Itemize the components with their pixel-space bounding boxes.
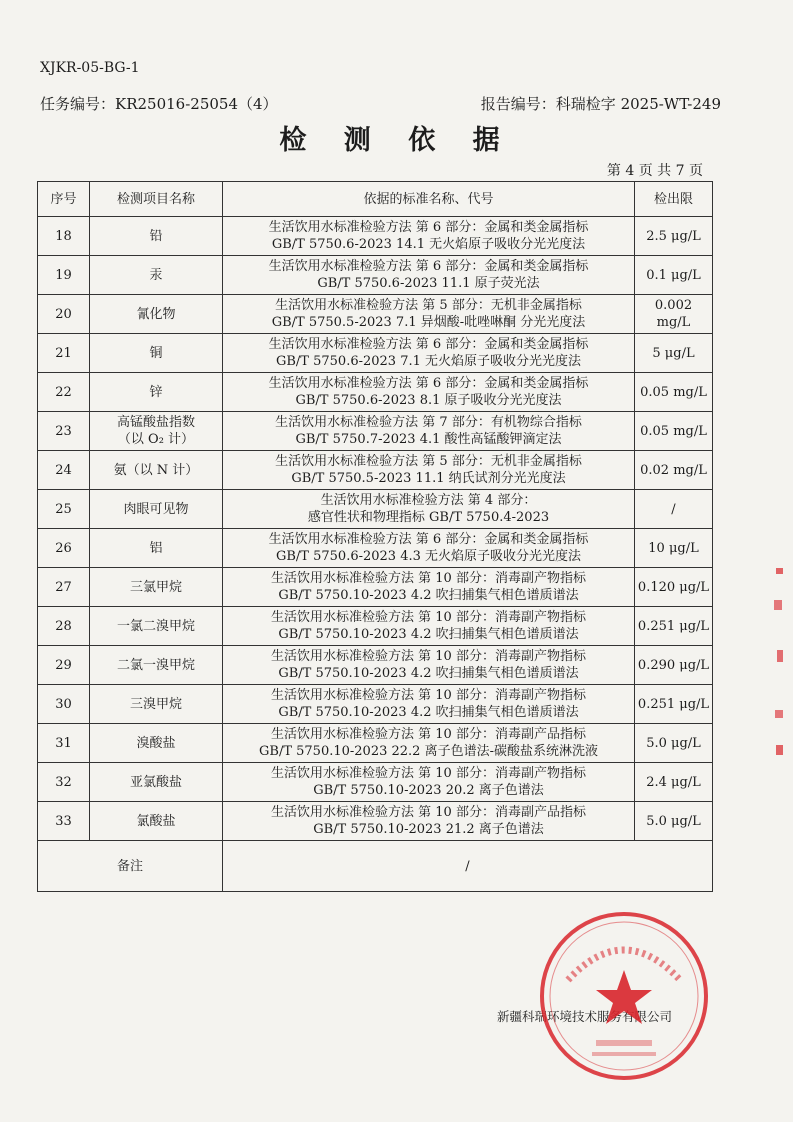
- item-cell: [90, 490, 223, 529]
- item-cell: [90, 412, 223, 451]
- row-number: 33: [38, 802, 90, 841]
- table-row: [38, 451, 713, 490]
- standard-title: 生活饮用水标准检验方法 第 6 部分：金属和类金属指标: [268, 532, 589, 547]
- table-row: [38, 373, 713, 412]
- standard-title: 生活饮用水标准检验方法 第 6 部分：金属和类金属指标: [268, 259, 589, 274]
- row-number: 23: [38, 412, 90, 451]
- table-row: [38, 334, 713, 373]
- standard-code: GB/T 5750.6-2023 11.1 原子荧光法: [317, 276, 540, 291]
- item-cell: [90, 373, 223, 412]
- item-cell: [90, 451, 223, 490]
- testing-basis-table: [37, 181, 713, 892]
- task-number: 任务编号：KR25016-25054（4）: [40, 95, 278, 113]
- item-name: 三溴甲烷: [129, 696, 182, 712]
- row-number: 18: [38, 217, 90, 256]
- standard-code: GB/T 5750.10-2023 21.2 离子色谱法: [313, 822, 544, 837]
- row-number: 31: [38, 724, 90, 763]
- item-name: 铝: [149, 540, 163, 556]
- document-code: XJKR-05-BG-1: [40, 60, 140, 76]
- standard-code: GB/T 5750.10-2023 4.2 吹扫捕集气相色谱质谱法: [278, 666, 579, 681]
- row-number: 30: [38, 685, 90, 724]
- standard-cell: [223, 412, 635, 451]
- item-cell: [90, 529, 223, 568]
- item-name: 氨（以 N 计）: [113, 462, 199, 478]
- standard-code: GB/T 5750.10-2023 22.2 离子色谱法-碳酸盐系统淋洗液: [259, 744, 598, 759]
- standard-code: GB/T 5750.10-2023 4.2 吹扫捕集气相色谱质谱法: [278, 705, 579, 720]
- detection-limit: 0.002 mg/L: [635, 295, 713, 334]
- row-number: 22: [38, 373, 90, 412]
- standard-cell: [223, 685, 635, 724]
- item-name: 肉眼可见物: [123, 501, 189, 517]
- table-header-row: [38, 182, 713, 217]
- standard-title: 生活饮用水标准检验方法 第 10 部分：消毒副产物指标: [271, 571, 586, 586]
- item-name: 汞: [149, 267, 163, 283]
- detection-limit: 0.251 μg/L: [635, 607, 713, 646]
- detection-limit: 0.120 μg/L: [635, 568, 713, 607]
- standard-cell: [223, 607, 635, 646]
- item-name: 锌: [149, 384, 163, 400]
- table-row: [38, 295, 713, 334]
- table-row: [38, 724, 713, 763]
- standard-code: GB/T 5750.10-2023 4.2 吹扫捕集气相色谱质谱法: [278, 627, 579, 642]
- item-name: 高锰酸盐指数: [116, 415, 195, 430]
- remark-label: 备注: [38, 841, 223, 892]
- item-cell: [90, 295, 223, 334]
- standard-title: 生活饮用水标准检验方法 第 10 部分：消毒副产物指标: [271, 766, 586, 781]
- table-row: [38, 412, 713, 451]
- table-row: [38, 217, 713, 256]
- item-cell: [90, 256, 223, 295]
- row-number: 27: [38, 568, 90, 607]
- standard-cell: [223, 802, 635, 841]
- standard-title: 生活饮用水标准检验方法 第 6 部分：金属和类金属指标: [268, 337, 589, 352]
- col-header-item: 检测项目名称: [90, 182, 223, 217]
- item-name: 一氯二溴甲烷: [116, 618, 195, 634]
- row-number: 19: [38, 256, 90, 295]
- item-name: 氯酸盐: [136, 813, 176, 829]
- row-number: 28: [38, 607, 90, 646]
- detection-limit: 5.0 μg/L: [635, 802, 713, 841]
- standard-cell: [223, 763, 635, 802]
- table-row: [38, 763, 713, 802]
- detection-limit: 5.0 μg/L: [635, 724, 713, 763]
- item-name: 三氯甲烷: [129, 579, 182, 595]
- item-name: 二氯一溴甲烷: [116, 657, 195, 673]
- standard-title: 生活饮用水标准检验方法 第 10 部分：消毒副产物指标: [271, 649, 586, 664]
- standard-cell: [223, 568, 635, 607]
- standard-cell: [223, 334, 635, 373]
- item-name: 亚氯酸盐: [129, 774, 182, 790]
- table-row: [38, 529, 713, 568]
- detection-limit: 0.05 mg/L: [635, 412, 713, 451]
- item-name: 溴酸盐: [136, 735, 176, 751]
- row-number: 20: [38, 295, 90, 334]
- item-name: 铅: [149, 228, 163, 244]
- col-header-standard: 依据的标准名称、代号: [223, 182, 635, 217]
- detection-limit: 2.4 μg/L: [635, 763, 713, 802]
- item-cell: [90, 334, 223, 373]
- company-seal: [538, 910, 710, 1082]
- standard-title: 生活饮用水标准检验方法 第 6 部分：金属和类金属指标: [268, 220, 589, 235]
- standard-code: GB/T 5750.6-2023 14.1 无火焰原子吸收分光光度法: [271, 237, 586, 252]
- standard-title: 生活饮用水标准检验方法 第 5 部分：无机非金属指标: [275, 454, 582, 469]
- page-title: 检 测 依 据: [279, 125, 514, 156]
- standard-code: GB/T 5750.10-2023 20.2 离子色谱法: [313, 783, 544, 798]
- standard-cell: [223, 373, 635, 412]
- standard-title: 生活饮用水标准检验方法 第 10 部分：消毒副产物指标: [271, 688, 586, 703]
- row-number: 24: [38, 451, 90, 490]
- item-name: 铜: [149, 345, 163, 361]
- standard-title: 生活饮用水标准检验方法 第 10 部分：消毒副产品指标: [271, 805, 586, 820]
- detection-limit: 0.251 μg/L: [635, 685, 713, 724]
- standard-cell: [223, 295, 635, 334]
- item-cell: [90, 685, 223, 724]
- table-row: [38, 685, 713, 724]
- page-indicator: 第 4 页 共 7 页: [606, 163, 703, 179]
- standard-code: GB/T 5750.6-2023 8.1 原子吸收分光光度法: [295, 393, 562, 408]
- standard-cell: [223, 256, 635, 295]
- detection-limit: 5 μg/L: [635, 334, 713, 373]
- standard-cell: [223, 529, 635, 568]
- standard-cell: [223, 646, 635, 685]
- edge-stamp-marks: [760, 560, 790, 760]
- standard-cell: [223, 217, 635, 256]
- item-name-note: （以 O₂ 计）: [117, 432, 195, 447]
- standard-code: GB/T 5750.5-2023 11.1 纳氏试剂分光光度法: [291, 471, 566, 486]
- detection-limit: 0.1 μg/L: [635, 256, 713, 295]
- col-header-limit: 检出限: [635, 182, 713, 217]
- table-row: [38, 646, 713, 685]
- standard-title: 生活饮用水标准检验方法 第 10 部分：消毒副产品指标: [271, 727, 586, 742]
- standard-title: 生活饮用水标准检验方法 第 7 部分：有机物综合指标: [275, 415, 582, 430]
- standard-code: GB/T 5750.5-2023 7.1 异烟酸-吡唑啉酮 分光光度法: [271, 315, 586, 330]
- row-number: 25: [38, 490, 90, 529]
- item-cell: [90, 802, 223, 841]
- table-row: [38, 256, 713, 295]
- item-cell: [90, 607, 223, 646]
- detection-limit: /: [635, 490, 713, 529]
- standard-cell: [223, 724, 635, 763]
- item-name: 氰化物: [136, 306, 176, 322]
- row-number: 29: [38, 646, 90, 685]
- standard-code: GB/T 5750.10-2023 4.2 吹扫捕集气相色谱质谱法: [278, 588, 579, 603]
- standard-code: 感官性状和物理指标 GB/T 5750.4-2023: [307, 510, 550, 525]
- detection-limit: 2.5 μg/L: [635, 217, 713, 256]
- row-number: 32: [38, 763, 90, 802]
- item-cell: [90, 763, 223, 802]
- item-cell: [90, 724, 223, 763]
- standard-code: GB/T 5750.6-2023 4.3 无火焰原子吸收分光光度法: [275, 549, 582, 564]
- standard-title: 生活饮用水标准检验方法 第 5 部分：无机非金属指标: [275, 298, 582, 313]
- company-name: 新疆科瑞环境技术服务有限公司: [497, 1009, 673, 1024]
- standard-cell: [223, 451, 635, 490]
- table-row: [38, 802, 713, 841]
- item-cell: [90, 646, 223, 685]
- remark-row: [38, 841, 713, 892]
- row-number: 21: [38, 334, 90, 373]
- standard-cell: [223, 490, 635, 529]
- table-row: [38, 607, 713, 646]
- report-number: 报告编号：科瑞检字 2025-WT-249: [480, 95, 721, 113]
- row-number: 26: [38, 529, 90, 568]
- standard-code: GB/T 5750.7-2023 4.1 酸性高锰酸钾滴定法: [295, 432, 562, 447]
- detection-limit: 0.02 mg/L: [635, 451, 713, 490]
- standard-title: 生活饮用水标准检验方法 第 4 部分：: [320, 493, 537, 508]
- item-cell: [90, 568, 223, 607]
- detection-limit: 0.290 μg/L: [635, 646, 713, 685]
- detection-limit: 10 μg/L: [635, 529, 713, 568]
- standard-title: 生活饮用水标准检验方法 第 6 部分：金属和类金属指标: [268, 376, 589, 391]
- standard-code: GB/T 5750.6-2023 7.1 无火焰原子吸收分光光度法: [275, 354, 582, 369]
- remark-value: /: [223, 841, 713, 892]
- table-row: [38, 568, 713, 607]
- item-cell: [90, 217, 223, 256]
- standard-title: 生活饮用水标准检验方法 第 10 部分：消毒副产物指标: [271, 610, 586, 625]
- col-header-no: 序号: [38, 182, 90, 217]
- table-row: [38, 490, 713, 529]
- detection-limit: 0.05 mg/L: [635, 373, 713, 412]
